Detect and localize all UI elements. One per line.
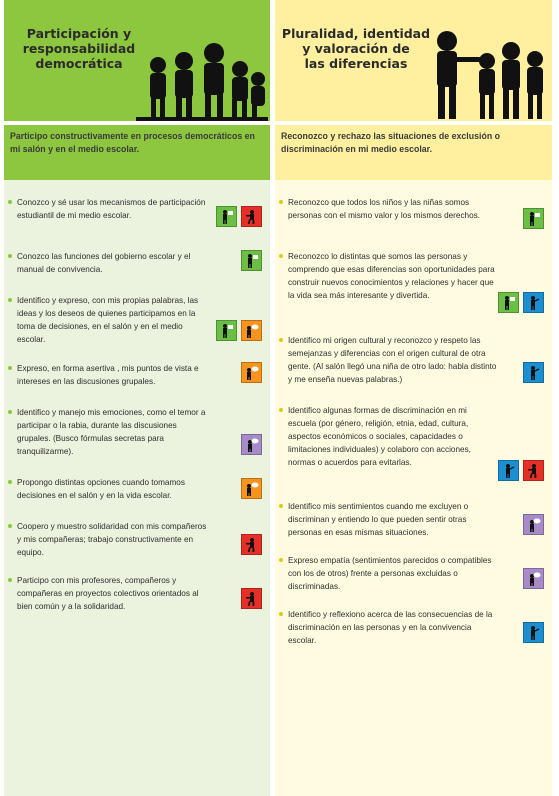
item-text: Participo con mis profesores, compañeros y compañeras en proyectos colectivos orientados al bien común y a la solidaridad. bbox=[8, 574, 208, 613]
item-text: Expreso empatía (sentimientos parecidos o compatibles con los de otros) frente a personas excluidas o discriminadas. bbox=[279, 554, 497, 593]
item-text: Identifico mi origen cultural y reconozco y respeto las semejanzas y diferencias con el origen cultural de otra gente. (Al salón llegó una niña de otro lado: habla distinto y me enseña nuevas palabras.) bbox=[279, 334, 497, 386]
competency-icons bbox=[523, 568, 544, 589]
competency-icons bbox=[498, 292, 544, 313]
competency-icons bbox=[241, 478, 262, 499]
green-competency-icon bbox=[216, 320, 237, 341]
red-competency-icon bbox=[241, 534, 262, 555]
red-competency-icon bbox=[523, 460, 544, 481]
competency-icons bbox=[498, 460, 544, 481]
standard-plurality: Reconozco y rechazo las situaciones de exclusión o discriminación en mi medio escolar. bbox=[275, 125, 552, 180]
item-text: Reconozco que todos los niños y las niñas somos personas con el mismo valor y los mismos derechos. bbox=[279, 196, 497, 222]
blue-competency-icon bbox=[523, 622, 544, 643]
competency-icons bbox=[241, 588, 262, 609]
blue-competency-icon bbox=[523, 362, 544, 383]
item-text: Coopero y muestro solidaridad con mis compañeros y mis compañeras; trabajo constructivamente en equipo. bbox=[8, 520, 208, 559]
competency-icons bbox=[523, 362, 544, 383]
competency-icons bbox=[523, 514, 544, 535]
item-text: Identifico mis sentimientos cuando me excluyen o discriminan y entiendo lo que pueden sentir otras personas en esas mismas situaciones. bbox=[279, 500, 497, 539]
orange-competency-icon bbox=[241, 362, 262, 383]
item-text: Conozco las funciones del gobierno escolar y el manual de convivencia. bbox=[8, 250, 208, 276]
header-plurality bbox=[275, 0, 552, 121]
header-participation bbox=[4, 0, 270, 121]
green-competency-icon bbox=[241, 250, 262, 271]
children-pointing-illustration bbox=[425, 21, 549, 121]
competency-icons bbox=[523, 622, 544, 643]
standard-participation: Participo constructivamente en procesos democráticos en mi salón y en el medio escolar. bbox=[4, 125, 270, 180]
item-text: Identifico y manejo mis emociones, como el temor a participar o la rabia, durante las discusiones grupales. (Busco fórmulas secretas para tranquilizarme). bbox=[8, 406, 208, 458]
red-competency-icon bbox=[241, 206, 262, 227]
items-participation bbox=[4, 180, 270, 796]
green-competency-icon bbox=[498, 292, 519, 313]
green-competency-icon bbox=[216, 206, 237, 227]
competency-icons bbox=[241, 362, 262, 383]
item-text: Conozco y sé usar los mecanismos de participación estudiantil de mi medio escolar. bbox=[8, 196, 208, 222]
children-group-illustration bbox=[136, 39, 268, 121]
competency-icons bbox=[241, 534, 262, 555]
item-text: Propongo distintas opciones cuando tomamos decisiones en el salón y en la vida escolar. bbox=[8, 476, 208, 502]
purple-competency-icon bbox=[523, 568, 544, 589]
purple-competency-icon bbox=[241, 434, 262, 455]
item-text: Reconozco lo distintas que somos las personas y comprendo que esas diferencias son oportunidades para construir nuevos conocimientos y relaciones y hacer que la vida sea más interesante y divertida. bbox=[279, 250, 497, 302]
red-competency-icon bbox=[241, 588, 262, 609]
blue-competency-icon bbox=[523, 292, 544, 313]
purple-competency-icon bbox=[523, 514, 544, 535]
orange-competency-icon bbox=[241, 320, 262, 341]
competency-icons bbox=[216, 320, 262, 341]
competency-icons bbox=[216, 206, 262, 227]
competency-icons bbox=[241, 250, 262, 271]
orange-competency-icon bbox=[241, 478, 262, 499]
items-plurality bbox=[275, 180, 552, 796]
column-participation bbox=[4, 0, 270, 796]
item-text: Identifico y expreso, con mis propias palabras, las ideas y los deseos de quienes participamos en la toma de decisiones, en el salón y en el medio escolar. bbox=[8, 294, 208, 346]
item-text: Expreso, en forma asertiva , mis puntos de vista e intereses en las discusiones grupales. bbox=[8, 362, 208, 388]
competency-icons bbox=[523, 208, 544, 229]
competency-icons bbox=[241, 434, 262, 455]
blue-competency-icon bbox=[498, 460, 519, 481]
green-competency-icon bbox=[523, 208, 544, 229]
item-text: Identifico y reflexiono acerca de las consecuencias de la discriminación en las personas y en la convivencia escolar. bbox=[279, 608, 497, 647]
header-title-plurality: Pluralidad, identidad y valoración de las diferencias bbox=[281, 26, 431, 71]
header-title-participation: Participación y responsabilidad democrática bbox=[22, 26, 136, 71]
item-text: Identifico algunas formas de discriminación en mi escuela (por género, religión, etnia, edad, cultura, aspectos económicos o sociales, capacidades o limitaciones individuales) y colaboro con acciones, normas o acuerdos para evitarlas. bbox=[279, 404, 497, 469]
column-plurality bbox=[275, 0, 552, 796]
